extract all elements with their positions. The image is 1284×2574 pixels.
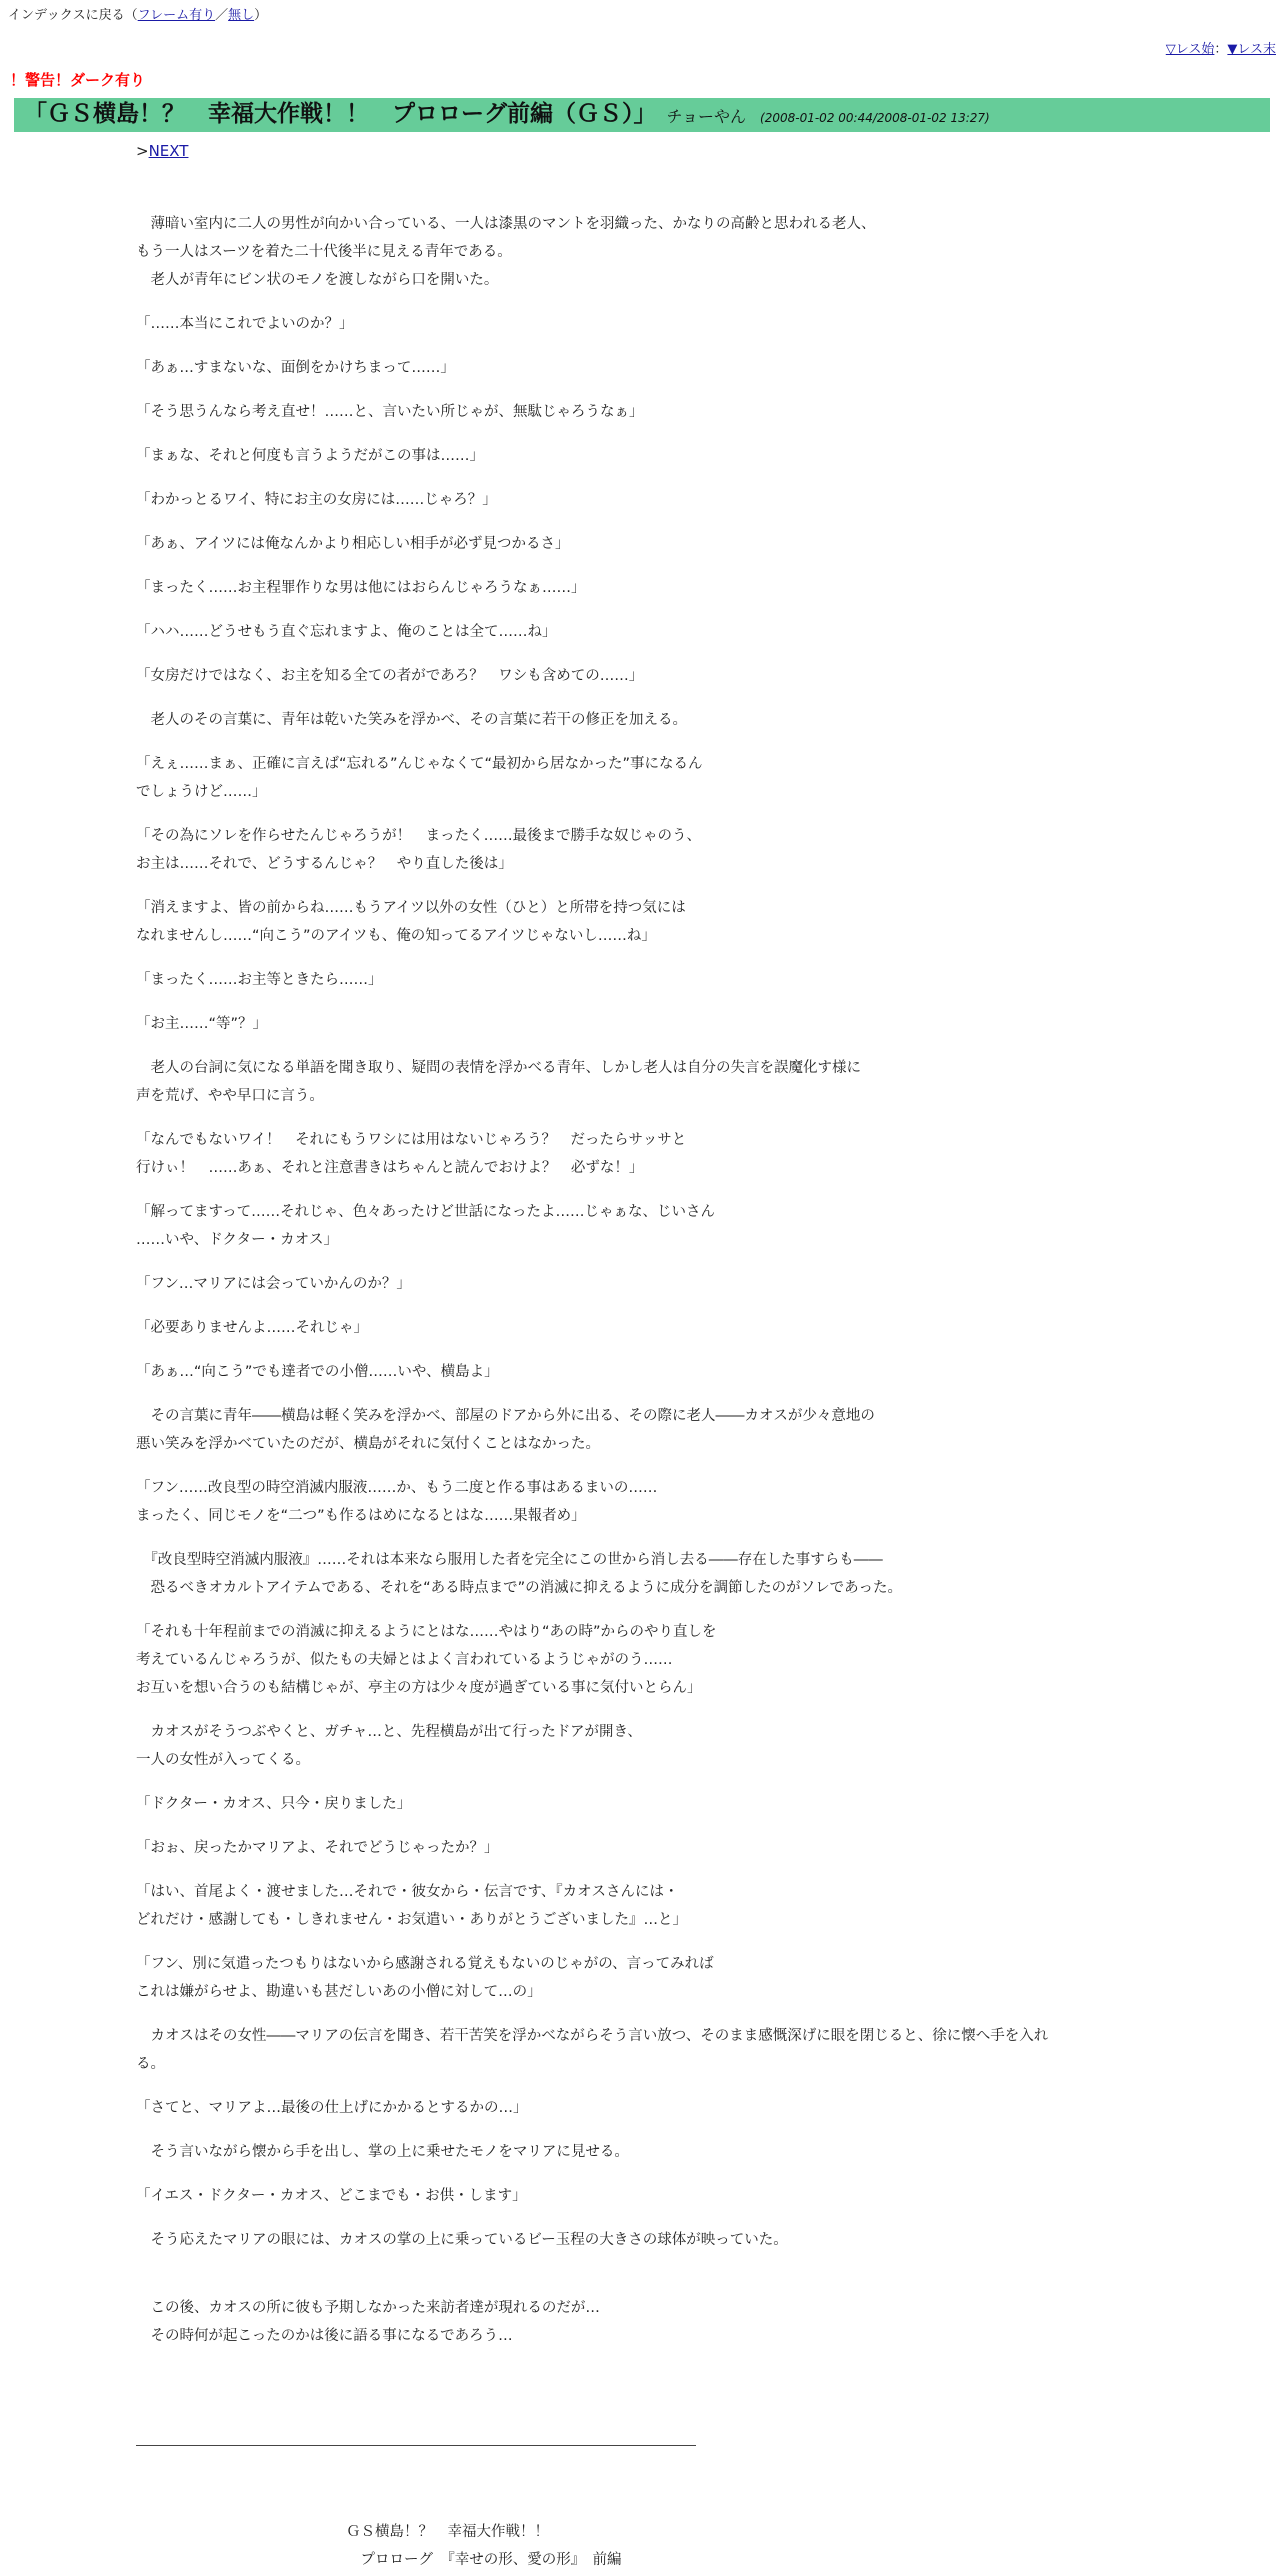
story-paragraph: 『改良型時空消滅内服液』……それは本来なら服用した者を完全にこの世から消し去る――存在した事すらも―― 恐るべきオカルトアイテムである、それを“ある時点まで”の消滅に抑えるように成分を調節したのがソレであった。 [150,1552,902,1596]
story-paragraph: そう言いながら懐から手を出し、掌の上に乗せたモノをマリアに見せる。 [136,2144,629,2160]
next-prefix: > [136,142,149,160]
frame-off-link[interactable]: 無し [228,8,255,23]
story-paragraph: 「まぁな、それと何度も言うようだがこの事は……」 [136,448,484,464]
next-link[interactable]: NEXT [148,142,189,160]
story-paragraph: 「消えますよ、皆の前からね……もうアイツ以外の女性（ひと）と所帯を持つ気には なれませんし……“向こう”のアイツも、俺の知ってるアイツじゃないし……ね」 [136,900,686,944]
story-paragraph: 「あぁ…すまないな、面倒をかけちまって……」 [136,360,455,376]
story-paragraph: 「女房だけではなく、お主を知る全ての者がであろ？ ワシも含めての……」 [136,668,644,684]
story-paragraph: 「あぁ、アイツには俺なんかより相応しい相手が必ず見つかるさ」 [136,536,570,552]
story-paragraph: 薄暗い室内に二人の男性が向かい合っている、一人は漆黒のマントを羽織った、かなりの高齢と思われる老人、 もう一人はスーツを着た二十代後半に見える青年である。 老人が青年にビン状のモノを渡しながら口を開いた。 [136,216,876,288]
story-paragraph: 「その為にソレを作らせたんじゃろうが！ まったく……最後まで勝手な奴じゃのう、 お主は……それで、どうするんじゃ？ やり直した後は」 [136,828,702,872]
story-paragraph: 「……本当にこれでよいのか？」 [136,316,354,332]
story-title: 「ＧＳ横島！？ 幸福大作戦！！ プロローグ前編（ＧＳ）」 [24,101,657,127]
story-paragraph: 「ハハ……どうせもう直ぐ忘れますよ、俺のことは全て……ね」 [136,624,557,640]
story-paragraph: 「フン、別に気遣ったつもりはないから感謝される覚えもないのじゃがの、言ってみれば これは嫌がらせよ、勘違いも甚だしいあの小僧に対して…の」 [136,1956,714,2000]
story-paragraph: 「ドクター・カオス、只今・戻りました」 [136,1796,412,1812]
story-paragraph: 「フン…マリアには会っていかんのか？」 [136,1276,411,1292]
story-paragraph: その言葉に青年――横島は軽く笑みを浮かべ、部屋のドアから外に出る、その際に老人――カオスが少々意地の 悪い笑みを浮かべていたのだが、横島がそれに気付くことはなかった。 [136,1408,875,1452]
story-paragraph: 老人のその言葉に、青年は乾いた笑みを浮かべ、その言葉に若干の修正を加える。 [136,712,687,728]
story-paragraph: 「それも十年程前までの消滅に抑えるようにとはな……やはり“あの時”からのやり直しを 考えているんじゃろうが、似たもの夫婦とはよく言われているようじゃがのう…… お互いを想い合うのも結構じゃが、亭主の方は少々度が過ぎている事に気付いとらん」 [136,1624,717,1696]
story-paragraph: 「おぉ、戻ったかマリアよ、それでどうじゃったか？」 [136,1840,499,1856]
story-paragraph: 「はい、首尾よく・渡せました…それで・彼女から・伝言です、『カオスさんには・ どれだけ・感謝しても・しきれません・お気遣い・ありがとうございました』…と」 [136,1884,687,1928]
response-nav-separator: ： [1214,42,1228,57]
story-paragraph: 「そう思うんなら考え直せ！……と、言いたい所じゃが、無駄じゃろうなぁ」 [136,404,644,420]
author-name: チョーやん [666,107,747,126]
story-paragraph: 「あぁ…“向こう”でも達者での小僧……いや、横島よ」 [136,1364,499,1380]
footer-title: ＧＳ横島！？ 幸福大作戦！！ プロローグ 『幸せの形、愛の形』 前編 [346,2524,622,2568]
response-nav [1166,42,1276,58]
nav-separator: ／ [215,8,229,23]
story-paragraph: カオスがそうつぶやくと、ガチャ…と、先程横島が出て行ったドアが開き、 一人の女性が入ってくる。 [136,1724,642,1768]
story-paragraph: そう応えたマリアの眼には、カオスの掌の上に乗っているビー玉程の大きさの球体が映っていた。 [136,2232,788,2248]
story-paragraph: 老人の台詞に気になる単語を聞き取り、疑問の表情を浮かべる青年、しかし老人は自分の失言を誤魔化す様に 声を荒げ、やや早口に言う。 [136,1060,861,1104]
story-body [136,210,1156,2366]
post-dates: (2008-01-02 00:44/2008-01-02 13:27) [760,111,990,125]
story-paragraph: 「さてと、マリアよ…最後の仕上げにかかるとするかの…」 [136,2100,528,2116]
nav-close-paren: ） [254,8,268,23]
closing-paragraph: この後、カオスの所に彼も予期しなかった来訪者達が現れるのだが… その時何が起こったのかは後に語る事になるであろう… [150,2300,600,2344]
next-nav [136,142,188,160]
story-paragraph: 「まったく……お主程罪作りな男は他にはおらんじゃろうなぁ……」 [136,580,586,596]
story-paragraph: 「えぇ……まぁ、正確に言えば“忘れる”んじゃなくて“最初から居なかった”事になるん でしょうけど……」 [136,756,703,800]
story-paragraph: 「わかっとるワイ、特にお主の女房には……じゃろ？」 [136,492,497,508]
dark-warning: ！警告！ダーク有り [10,71,146,89]
index-nav [8,8,267,24]
story-paragraph: 「なんでもないワイ！ それにもうワシには用はないじゃろう？ だったらサッサと 行けぃ！ ……あぁ、それと注意書きはちゃんと読んでおけよ？ 必ずな！」 [136,1132,687,1176]
back-to-index-text: インデックスに戻る（ [8,8,138,23]
story-paragraph: 「解ってますって……それじゃ、色々あったけど世話になったよ……じゃぁな、じいさん ……いや、ドクター・カオス」 [136,1204,715,1248]
divider [136,2445,696,2446]
story-paragraph: 「イエス・ドクター・カオス、どこまでも・お供・します」 [136,2188,527,2204]
title-bar [14,98,1270,132]
story-paragraph: 「必要ありませんよ……それじゃ」 [136,1320,368,1336]
story-paragraph: カオスはその女性――マリアの伝言を聞き、若干苦笑を浮かべながらそう言い放つ、そのまま感慨深げに眼を閉じると、徐に懐へ手を入れ る。 [136,2028,1049,2072]
response-end-link[interactable]: ▼レス末 [1227,42,1276,57]
frame-on-link[interactable]: フレーム有り [137,8,216,23]
story-paragraph: 「お主……“等”？」 [136,1016,268,1032]
response-start-link[interactable]: ▽レス始 [1165,42,1215,57]
story-paragraph: 「フン……改良型の時空消滅内服液……か、もう二度と作る事はあるまいの…… まったく、同じモノを“二つ”も作るはめになるとはな……果報者め」 [136,1480,658,1524]
story-paragraph: 「まったく……お主等ときたら……」 [136,972,383,988]
